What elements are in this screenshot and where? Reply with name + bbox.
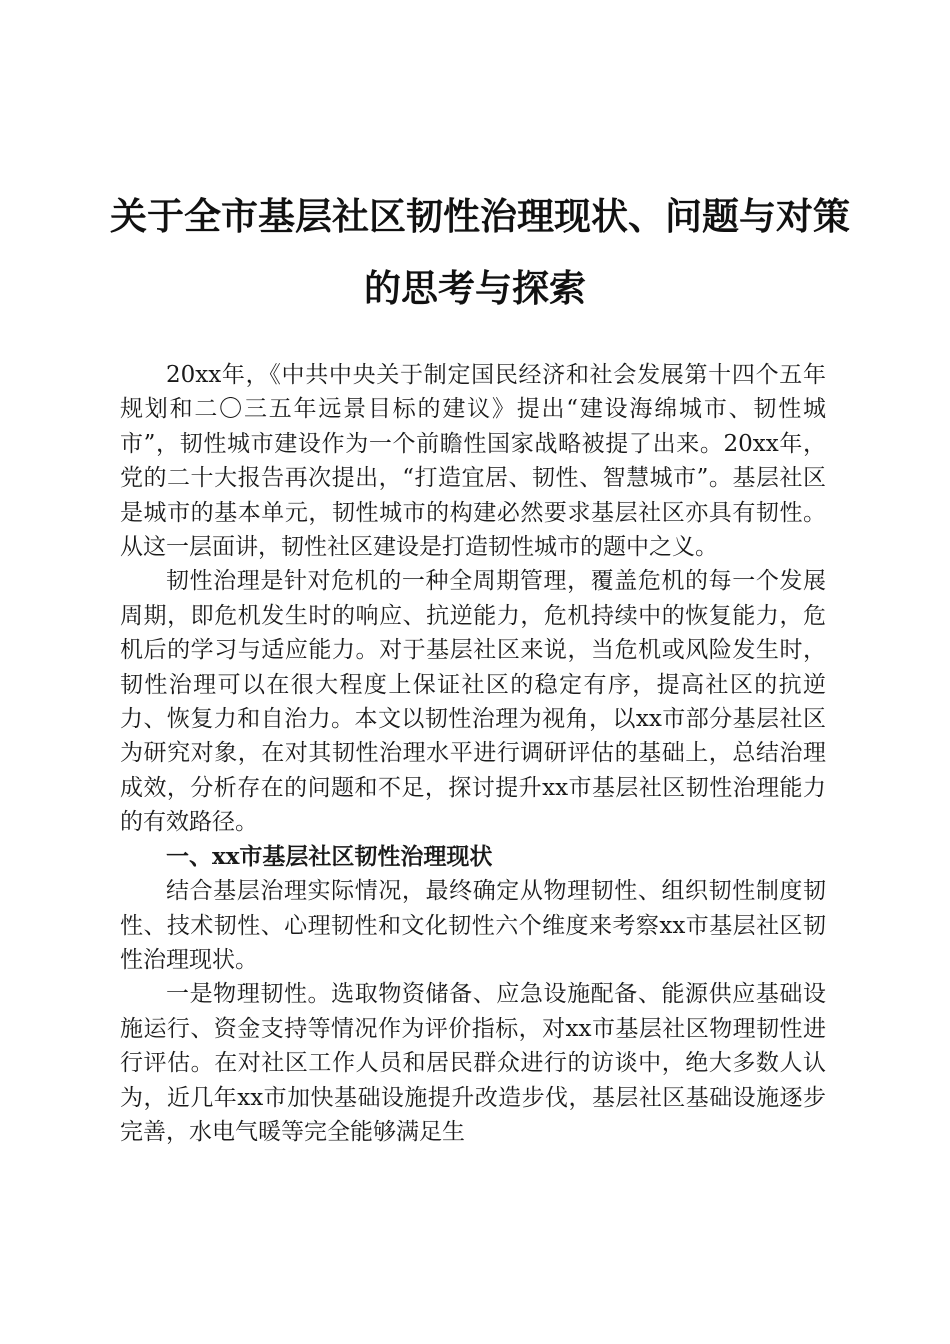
document-title-line-1: 关于全市基层社区韧性治理现状、问题与对策 [110,194,850,238]
section-heading: 一、xx市基层社区韧性治理现状 [166,842,493,870]
body-paragraph: 一是物理韧性。选取物资储备、应急设施配备、能源供应基础设施运行、资金支持等情况作为评价指标，对xx市基层社区物理韧性进行评估。在对社区工作人员和居民群众进行的访谈中，绝大多数人认为，近几年xx市加快基础设施提升改造步伐，基层社区基础设施逐步完善，水电气暖等完全能够满足生 [120,981,826,1145]
body-paragraph: 20xx年，《中共中央关于制定国民经济和社会发展第十四个五年规划和二〇三五年远景目标的建议》提出“建设海绵城市、韧性城市”，韧性城市建设作为一个前瞻性国家战略被提了出来。20xx年，党的二十大报告再次提出，“打造宜居、韧性、智慧城市”。基层社区是城市的基本单元，韧性城市的构建必然要求基层社区亦具有韧性。从这一层面讲，韧性社区建设是打造韧性城市的题中之义。 [120,362,826,561]
document-title-line-2: 的思考与探索 [364,266,586,310]
body-paragraph: 结合基层治理实际情况，最终确定从物理韧性、组织韧性制度韧性、技术韧性、心理韧性和文化韧性六个维度来考察xx市基层社区韧性治理现状。 [120,878,826,973]
body-paragraph: 韧性治理是针对危机的一种全周期管理，覆盖危机的每一个发展周期，即危机发生时的响应、抗逆能力，危机持续中的恢复能力，危机后的学习与适应能力。对于基层社区来说，当危机或风险发生时，韧性治理可以在很大程度上保证社区的稳定有序，提高社区的抗逆力、恢复力和自治力。本文以韧性治理为视角，以xx市部分基层社区为研究对象，在对其韧性治理水平进行调研评估的基础上，总结治理成效，分析存在的问题和不足，探讨提升xx市基层社区韧性治理能力的有效路径。 [120,568,826,836]
document-body [120,358,826,1149]
